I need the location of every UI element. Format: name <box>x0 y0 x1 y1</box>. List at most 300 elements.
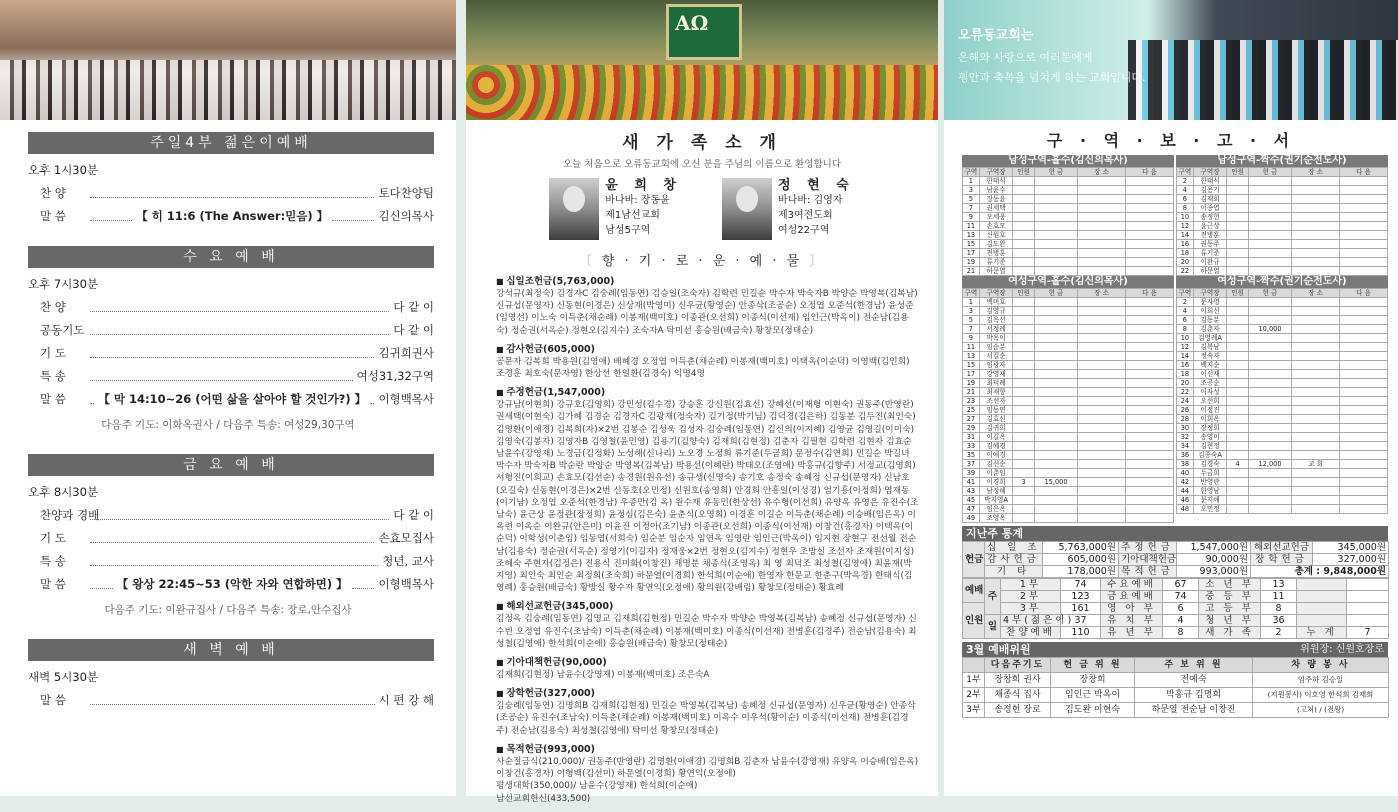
district-cell: 송정헌 <box>1193 213 1227 222</box>
program-leader: 이형백목사 <box>378 577 435 591</box>
district-row <box>1177 204 1388 213</box>
district-row <box>963 478 1174 487</box>
district-cell <box>1340 325 1388 334</box>
district-cell: 41 <box>963 478 980 487</box>
district-header-row <box>963 289 1174 298</box>
leader-dots <box>90 189 374 198</box>
district-header-cell: 장 소 <box>1078 168 1126 177</box>
offering-names: 김숭례(임동연) 김명희B 김재희(김현정) 민길순 박영복(김복남) 송혜정 신규섭(문영자) 신우균(황영순) 안종삭(조공순) 유진수(조남숙) 이득춘(채순례) 이봉재(백미호) 이옥수 이우석(황이순) 이종식(이선재) 전병훈(김경주) 전순남(김용숙) 최성철(김영애) 탁미선 황창모(정태순) <box>496 701 916 736</box>
leader-dots <box>370 395 374 404</box>
district-cell: 9 <box>963 334 980 343</box>
program-leader: 다 같 이 <box>393 300 434 314</box>
slogan-line-1: 오류동교회는 <box>958 28 1034 43</box>
district-cell <box>1340 334 1388 343</box>
leader-dots <box>90 212 132 221</box>
district-cell <box>1078 352 1126 361</box>
district-cell: 21 <box>963 388 980 397</box>
district-cell: 윤근상 <box>1193 222 1227 231</box>
district-cell <box>1248 213 1291 222</box>
district-cell: 권동주 <box>1193 240 1227 249</box>
program-row <box>40 576 434 592</box>
male-district-pair <box>962 155 1388 276</box>
district-row <box>1177 379 1388 388</box>
district-cell <box>1078 325 1126 334</box>
district-cell <box>1078 186 1126 195</box>
district-row <box>1177 325 1388 334</box>
district-cell: 25 <box>963 406 980 415</box>
district-cell: 2 <box>1177 177 1194 186</box>
district-report-column <box>944 0 1398 796</box>
district-row <box>963 496 1174 505</box>
district-cell <box>1126 370 1174 379</box>
choir-photo <box>0 0 456 120</box>
district-cell: 4 <box>1177 307 1194 316</box>
district-header-cell: 다 음 <box>1340 289 1388 298</box>
district-row <box>963 460 1174 469</box>
committee-row <box>963 703 1389 718</box>
district-cell: 김효신 <box>979 415 1013 424</box>
district-cell: 44 <box>1177 487 1194 496</box>
slogan-line-2: 은혜와 사랑으로 여러분에게 <box>958 51 1093 64</box>
district-cell: 8 <box>1177 325 1194 334</box>
district-cell <box>1227 231 1249 240</box>
district-cell <box>1034 469 1077 478</box>
district-cell: 이경희 <box>979 478 1013 487</box>
attendance-count: 13 <box>1261 579 1297 591</box>
district-cell <box>1292 343 1340 352</box>
district-cell: 장정희 <box>1193 424 1227 433</box>
committee-cell: 임인근 박옥이 <box>1051 688 1135 703</box>
district-cell <box>1078 496 1126 505</box>
district-cell <box>1340 298 1388 307</box>
attendance-label: 유 치 부 <box>1101 615 1163 627</box>
district-cell: 김옥선 <box>979 316 1013 325</box>
district-cell <box>1292 370 1340 379</box>
district-cell <box>1248 231 1291 240</box>
district-cell <box>1013 397 1035 406</box>
committee-cell: 송정헌 장로 <box>985 703 1051 718</box>
district-cell <box>1126 195 1174 204</box>
district-cell: 교 회 <box>1292 460 1340 469</box>
district-cell <box>1034 249 1077 258</box>
stat-value: 178,000원 <box>1043 566 1119 578</box>
attendance-label: 유 년 부 <box>1101 627 1163 639</box>
attendance-count: 74 <box>1163 591 1199 603</box>
district-cell <box>1034 325 1077 334</box>
church-slogan <box>958 24 1146 85</box>
district-cell <box>1340 433 1388 442</box>
district-cell: 30 <box>1177 424 1194 433</box>
district-cell <box>1126 451 1174 460</box>
district-cell <box>1078 424 1126 433</box>
district-cell <box>1078 370 1126 379</box>
attendance-label: 수요예배 <box>1101 579 1163 591</box>
attendance-sunday-label: 주 <box>985 579 1001 615</box>
district-row <box>963 361 1174 370</box>
program-label: 특 송 <box>40 554 66 568</box>
district-cell <box>1013 442 1035 451</box>
district-cell <box>1248 267 1291 276</box>
district-cell <box>1340 258 1388 267</box>
offering-category: ■ 십일조헌금(5,763,000) <box>496 273 920 287</box>
district-cell: 김현정 <box>1193 442 1227 451</box>
district-row <box>1177 370 1388 379</box>
attendance-label: 2부 <box>1001 591 1061 603</box>
district-header-row <box>1177 168 1388 177</box>
district-cell <box>1292 397 1340 406</box>
attendance-row <box>963 627 1389 639</box>
district-row <box>1177 361 1388 370</box>
district-row <box>963 240 1174 249</box>
attendance-count <box>1347 591 1389 603</box>
district-cell <box>1013 388 1035 397</box>
district-cell: 33 <box>963 442 980 451</box>
program-leader: 토다찬양팀 <box>378 186 434 200</box>
district-cell <box>1126 487 1174 496</box>
district-row <box>963 514 1174 523</box>
new-family-subtitle: 오늘 처음으로 오류동교회에 오신 분을 주님의 이름으로 환영합니다 <box>562 159 842 170</box>
district-cell: 45 <box>963 496 980 505</box>
district-cell <box>1340 478 1388 487</box>
district-row <box>963 298 1174 307</box>
district-report-title: 구 · 역 · 보 · 고 · 서 <box>1046 131 1296 150</box>
district-cell: 한태식 <box>1193 177 1227 186</box>
district-cell <box>1078 442 1126 451</box>
leader-dots <box>90 372 353 381</box>
district-cell <box>1292 204 1340 213</box>
district-cell <box>1248 397 1291 406</box>
district-cell <box>1034 240 1077 249</box>
leader-dots <box>90 395 94 404</box>
district-cell <box>1292 469 1340 478</box>
program-label: 찬 양 <box>40 186 66 200</box>
district-cell <box>1078 478 1126 487</box>
district-cell <box>1126 478 1174 487</box>
district-cell: 임은옥 <box>979 505 1013 514</box>
district-cell <box>1227 406 1249 415</box>
district-cell: 21 <box>963 267 980 276</box>
attendance-table <box>962 578 1389 639</box>
district-cell <box>1078 195 1126 204</box>
district-cell <box>1034 505 1077 514</box>
district-row <box>1177 267 1388 276</box>
district-cell: 이애경 <box>979 451 1013 460</box>
leader-dots <box>90 303 389 312</box>
leader-dots <box>90 534 374 543</box>
attendance-count: 4 <box>1163 615 1199 627</box>
district-cell <box>1126 388 1174 397</box>
district-row <box>1177 388 1388 397</box>
district-cell <box>1227 370 1249 379</box>
district-cell <box>1126 352 1174 361</box>
district-cell: 16 <box>1177 240 1194 249</box>
district-cell <box>1292 231 1340 240</box>
attendance-count <box>1347 579 1389 591</box>
district-row <box>963 397 1174 406</box>
district-cell: 10,000 <box>1248 325 1291 334</box>
stat-value: 327,000원 <box>1313 554 1389 566</box>
district-header-cell: 구역장 <box>979 168 1013 177</box>
member-district: 여성22구역 <box>778 225 830 236</box>
district-cell <box>1340 460 1388 469</box>
district-cell: 39 <box>963 469 980 478</box>
district-cell <box>1227 352 1249 361</box>
district-cell: 34 <box>1177 442 1194 451</box>
district-row <box>1177 298 1388 307</box>
district-cell <box>1013 204 1035 213</box>
district-cell <box>1292 433 1340 442</box>
district-cell <box>1292 406 1340 415</box>
district-row <box>1177 505 1388 514</box>
committee-header-cell: 헌 금 위 원 <box>1051 658 1135 673</box>
district-header-cell: 다 음 <box>1126 168 1174 177</box>
district-cell: 조영옥 <box>979 514 1013 523</box>
district-cell <box>1227 334 1249 343</box>
march-committee-bar <box>962 642 1388 657</box>
district-cell <box>1248 352 1291 361</box>
attendance-label: 금요예배 <box>1101 591 1163 603</box>
district-cell <box>1034 222 1077 231</box>
district-row <box>963 195 1174 204</box>
district-cell <box>1126 316 1174 325</box>
district-cell: 1 <box>963 298 980 307</box>
district-cell <box>1248 316 1291 325</box>
committee-row <box>963 688 1389 703</box>
district-cell: 장동윤 <box>979 195 1013 204</box>
district-cell <box>1013 424 1035 433</box>
district-cell: 신원호 <box>979 231 1013 240</box>
district-cell <box>1034 186 1077 195</box>
attendance-label: 소 년 부 <box>1199 579 1261 591</box>
offering-names: 강규남(이현희) 강규호(김영희) 강민성(김수경) 강승훈 강신원(김효신) 강혜선(이재형 이현숙) 권동주(반영란) 권세택(이현숙) 김가혜 김경순 김경자C 김광재(정숙자) 김기정(박기님) 김덕경(김은하) 김동분 김두진(최인숙) 김명환(이애경) 김복희(자)×2번 김봉순 김성욱 김성자 김숭례(임동연) 김신의(이지혜) 김영균 김영길(이미숙) 김영숙(김봉자) 김영자B 김영철(윤민영) 김용기(김향숙) 김재희(김현정) 김춘자 김필현 김학련 김현자 김효순 남윤수(강영재) 노경금(김정화) 노성해(신나리) 노오경 노정희 류기준(두금희) 문정수(김연희) 민길순 박길녀 박수자 박숙자B 박순란 박양순 박영복(김복남) 박용선(이혜란) 박태오(조영애) 박홍규(김향주) 서정교(김영희) 서형진(이희교) 손효모(김선순) 송경원(원유선) 송규생(신명숙) 송기호 송정숙 송혜정 신규섭(문영자) 신남호(오길숙) 신동현(이경은)×2번 신동호(오민정) 신원호(송영희) 안경희 안흥일(이성경) 엄기흥(이정희) 염재동(이기남) 오정엽 오준석(한경남) 우종만(김 옥) 원수재 유동민(한상선) 유수형(이선희) 유양옥 유영은 유진수(조남숙) 윤근상 윤정관(장정희) 윤정심(김은숙) 윤춘식(오영희) 이경훈 이길순 이득춘(채순례) 이승배(임은옥) 이옥련 이옥순 이완규(안은미) 이윤진 이정아(조기남) 이종관(오선희) 이종식(이선재) 이창건(홍경자) 이택옥(이순덕) 이학성(이춘임) 임동엽(서희숙) 임순분 임순자 임연옥 임영란 임인근(박옥이) 임지현 장현구 전선월 전순남(김용숙) 정순권(서옥순) 정영기(이길자) 정재웅×2번 정현오(김지수) 정현우 조방실 조선자 조재원(이지성) 조혜숙 주현자(김정은) 진용식 진미화(이창진) 채명분 채종식(조영옥) 최 영 최덕조 최성철(김영애) 최윤재(박지영) 최인숙 최인순 최정희(조숙희) 하문열(이경희) 한석희(이순애) 한영자 한문교 한춘구(박옥경) 한태식(김영례) 홍승원(배금숙) 황방실 황수자 황연익(오정애) 황의원(강배림) 황창모(정태순) 황효례 <box>496 400 919 594</box>
member-barnabas: 바나바: 김영자 <box>778 195 843 206</box>
district-row <box>963 213 1174 222</box>
stat-label: 십 일 조 <box>985 542 1043 554</box>
district-cell: 31 <box>963 433 980 442</box>
program-row <box>40 530 434 546</box>
district-cell: 하문열 <box>979 267 1013 276</box>
program-row <box>40 692 434 708</box>
district-cell <box>1013 231 1035 240</box>
district-cell: 김선순 <box>979 460 1013 469</box>
district-cell <box>1248 240 1291 249</box>
district-block-title: 남성구역-짝수(권기순전도사) <box>1176 155 1388 167</box>
district-cell <box>1034 352 1077 361</box>
district-cell <box>1078 451 1126 460</box>
district-cell: 김춘자 <box>1193 325 1227 334</box>
district-cell: 7 <box>963 325 980 334</box>
district-cell <box>1248 424 1291 433</box>
district-cell: 두금희 <box>1193 469 1227 478</box>
district-cell <box>1292 298 1340 307</box>
district-cell <box>1292 258 1340 267</box>
district-header-cell: 구역 <box>1177 289 1194 298</box>
district-header-cell: 구역 <box>963 168 980 177</box>
district-cell <box>1340 352 1388 361</box>
committee-row <box>963 673 1389 688</box>
district-cell <box>1126 307 1174 316</box>
program-row <box>40 507 434 523</box>
attendance-label <box>1297 591 1347 603</box>
district-cell <box>1340 213 1388 222</box>
district-cell: 남정혜 <box>979 487 1013 496</box>
district-cell: 김동분 <box>1193 316 1227 325</box>
district-cell <box>1078 361 1126 370</box>
next-week-note: 다음주 기도: 이화옥권사 / 다음주 특송: 여성29,30구역 <box>101 419 355 431</box>
district-cell <box>1126 258 1174 267</box>
district-cell <box>1034 343 1077 352</box>
district-cell <box>1034 177 1077 186</box>
district-cell <box>1227 298 1249 307</box>
district-cell <box>1078 415 1126 424</box>
district-cell <box>1248 177 1291 186</box>
district-cell <box>1248 195 1291 204</box>
district-cell <box>1013 451 1035 460</box>
district-cell <box>1292 186 1340 195</box>
district-cell: 37 <box>963 460 980 469</box>
offering-names: 사순절금식(210,000)/ 권동주(반영란) 김명환(이애경) 김명희B 김춘자 남윤수(강영재) 유양옥 이승배(임은옥) 이창건(홍경자) 이형백(김선미) 하문열(이경희) 황연익(오정애) 평생대학(350,000)/ 남윤수(강영재) 한석희(이순애) 남선교회헌신(433,500) <box>496 756 919 804</box>
district-cell <box>1078 406 1126 415</box>
attendance-count: 110 <box>1061 627 1101 639</box>
attendance-count: 6 <box>1163 603 1199 615</box>
district-cell <box>1126 231 1174 240</box>
committee-cell: 엄주하 김승일 <box>1253 673 1389 688</box>
attendance-count: 67 <box>1163 579 1199 591</box>
stat-label: 장학헌금 <box>1251 554 1313 566</box>
district-cell: 2 <box>1177 298 1194 307</box>
district-cell: 강영재 <box>979 370 1013 379</box>
district-cell: 이선재 <box>1193 370 1227 379</box>
district-cell <box>1126 433 1174 442</box>
district-header-cell: 인원 <box>1227 168 1249 177</box>
district-cell <box>1078 213 1126 222</box>
district-cell <box>1013 352 1035 361</box>
district-cell <box>1248 186 1291 195</box>
district-cell <box>1292 451 1340 460</box>
district-header-row <box>1177 289 1388 298</box>
district-cell: 조선자 <box>979 397 1013 406</box>
district-cell <box>1340 379 1388 388</box>
district-cell: 3 <box>963 186 980 195</box>
district-cell: 46 <box>1177 496 1194 505</box>
district-cell: 17 <box>963 249 980 258</box>
alpha-omega-symbol: ΑΩ <box>675 11 709 35</box>
district-cell <box>1292 316 1340 325</box>
district-row <box>1177 352 1388 361</box>
district-cell <box>1013 514 1035 523</box>
district-cell <box>1292 442 1340 451</box>
district-cell <box>1340 469 1388 478</box>
district-cell <box>1013 177 1035 186</box>
leader-dots <box>352 580 375 589</box>
section-title: 새 벽 예 배 <box>28 639 434 661</box>
district-cell <box>1078 298 1126 307</box>
district-cell <box>1078 258 1126 267</box>
attendance-count: 36 <box>1261 615 1297 627</box>
offering-category: ■ 해외선교헌금(345,000) <box>496 598 920 612</box>
district-cell <box>1292 249 1340 258</box>
offering-title <box>466 250 938 269</box>
district-cell <box>1013 222 1035 231</box>
district-row <box>1177 186 1388 195</box>
district-cell <box>1292 478 1340 487</box>
district-cell: 15 <box>963 361 980 370</box>
district-cell <box>1340 487 1388 496</box>
district-cell <box>1248 361 1291 370</box>
district-cell <box>1227 177 1249 186</box>
attendance-label: 청 년 부 <box>1199 615 1261 627</box>
district-cell <box>1126 514 1174 523</box>
district-cell <box>1013 316 1035 325</box>
attendance-label: 찬양예배 <box>1001 627 1061 639</box>
district-row <box>963 204 1174 213</box>
attendance-count: 123 <box>1061 591 1101 603</box>
program-label: 찬 양 <box>40 300 66 314</box>
attendance-count <box>1347 603 1389 615</box>
district-cell <box>1013 415 1035 424</box>
district-cell <box>1292 334 1340 343</box>
program-row <box>40 299 434 315</box>
offering-names: 김정옥 김숭례(임동연) 김명교 김재희(김현정) 민길순 박수자 박양순 박영복(김복남) 송혜정 신규섭(문영자) 신수빈 오정엽 유진수(조남숙) 이득춘(채순례) 이봉재(백미호) 이종식(이선재) 전병훈(김경주) 전순남(김용숙) 최성철(김영애) 한석희(이순애) 홍승원(배금숙) 황창모(정태순) <box>496 614 917 649</box>
district-cell: 19 <box>963 379 980 388</box>
march-committee-table <box>962 657 1389 718</box>
district-row <box>963 424 1174 433</box>
new-family-list <box>466 178 938 240</box>
district-cell: 전병훈 <box>979 249 1013 258</box>
program-row <box>40 553 434 569</box>
stat-value: 90,000원 <box>1177 554 1251 566</box>
district-cell <box>1034 397 1077 406</box>
district-cell <box>1034 415 1077 424</box>
district-cell <box>1034 496 1077 505</box>
section-title: 금 요 예 배 <box>28 454 434 476</box>
district-cell: 7 <box>963 204 980 213</box>
program-leader: 다 같 이 <box>393 323 434 337</box>
district-cell: 35 <box>963 451 980 460</box>
district-cell <box>1034 487 1077 496</box>
district-row <box>1177 258 1388 267</box>
district-cell: 오선희 <box>1193 397 1227 406</box>
district-cell <box>1292 496 1340 505</box>
district-cell <box>1248 204 1291 213</box>
stat-value: 605,000원 <box>1043 554 1119 566</box>
district-cell: 3 <box>1013 478 1035 487</box>
district-row <box>1177 213 1388 222</box>
district-block-title: 여성구역-짝수(권기순전도사) <box>1176 276 1388 288</box>
district-cell <box>1248 249 1291 258</box>
district-cell <box>1126 334 1174 343</box>
district-cell <box>1227 478 1249 487</box>
district-cell <box>1248 370 1291 379</box>
program-label: 공동기도 <box>40 323 85 337</box>
district-cell <box>1227 240 1249 249</box>
district-table <box>962 167 1174 276</box>
district-cell <box>1340 505 1388 514</box>
stat-value: 1,547,000원 <box>1177 542 1251 554</box>
program-row <box>40 391 434 407</box>
service-time: 오후 1시30분 <box>28 163 99 177</box>
district-cell <box>1340 222 1388 231</box>
committee-cell: 장창희 <box>1051 673 1135 688</box>
district-row <box>963 415 1174 424</box>
district-cell <box>1340 361 1388 370</box>
district-cell <box>1292 379 1340 388</box>
district-cell <box>1248 496 1291 505</box>
stats-side-label: 헌금 <box>963 542 985 578</box>
district-cell: 최재향 <box>979 388 1013 397</box>
program-label: 기 도 <box>40 346 66 360</box>
district-cell <box>1227 424 1249 433</box>
